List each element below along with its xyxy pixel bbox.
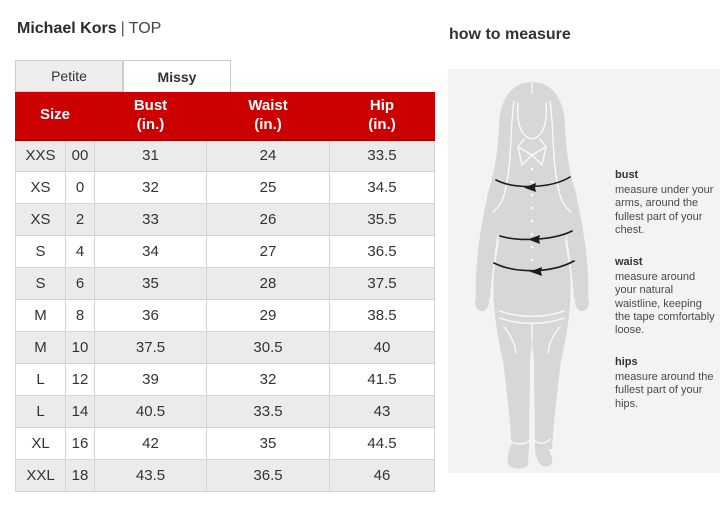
size-chart-table <box>15 92 435 492</box>
size-num-cell: 00 <box>66 140 95 172</box>
brand-name: Michael Kors <box>17 20 117 37</box>
waist-cell: 30.5 <box>207 332 330 364</box>
bust-cell: 31 <box>95 140 207 172</box>
size-alpha-cell: M <box>16 300 66 332</box>
bust-cell: 37.5 <box>95 332 207 364</box>
size-alpha-cell: S <box>16 268 66 300</box>
size-num-cell: 12 <box>66 364 95 396</box>
waist-cell: 32 <box>207 364 330 396</box>
bust-cell: 40.5 <box>95 396 207 428</box>
size-alpha-cell: XS <box>16 172 66 204</box>
waist-cell: 28 <box>207 268 330 300</box>
size-num-cell: 14 <box>66 396 95 428</box>
hip-cell: 44.5 <box>330 428 435 460</box>
category-name: TOP <box>128 20 162 37</box>
bust-cell: 43.5 <box>95 460 207 492</box>
bust-cell: 39 <box>95 364 207 396</box>
guide-label-hips: hips <box>615 356 638 369</box>
size-num-cell: 18 <box>66 460 95 492</box>
table-row <box>16 172 435 204</box>
size-num-cell: 6 <box>66 268 95 300</box>
hip-cell: 36.5 <box>330 236 435 268</box>
table-row <box>16 396 435 428</box>
bust-cell: 33 <box>95 204 207 236</box>
column-header-size: Size <box>16 93 95 140</box>
bust-cell: 36 <box>95 300 207 332</box>
waist-cell: 27 <box>207 236 330 268</box>
size-alpha-cell: XXS <box>16 140 66 172</box>
size-chart-header <box>16 93 435 140</box>
table-row <box>16 268 435 300</box>
hip-cell: 41.5 <box>330 364 435 396</box>
guide-desc-hips: measure around the fullest part of your hips. <box>615 371 714 410</box>
waist-cell: 24 <box>207 140 330 172</box>
size-alpha-cell: S <box>16 236 66 268</box>
measure-guide-title: how to measure <box>449 26 571 43</box>
size-alpha-cell: XXL <box>16 460 66 492</box>
measure-guide-text <box>615 169 715 430</box>
table-row <box>16 236 435 268</box>
table-row <box>16 460 435 492</box>
guide-section-waist <box>615 256 715 337</box>
size-chart-body <box>16 140 435 492</box>
size-type-tabs <box>15 60 231 92</box>
hip-cell: 46 <box>330 460 435 492</box>
bust-cell: 32 <box>95 172 207 204</box>
measurement-figure-illustration <box>448 69 616 473</box>
size-alpha-cell: L <box>16 396 66 428</box>
table-row <box>16 204 435 236</box>
waist-cell: 33.5 <box>207 396 330 428</box>
tab-petite[interactable]: Petite <box>15 60 123 92</box>
waist-cell: 29 <box>207 300 330 332</box>
table-row <box>16 428 435 460</box>
size-alpha-cell: XL <box>16 428 66 460</box>
size-alpha-cell: L <box>16 364 66 396</box>
size-alpha-cell: M <box>16 332 66 364</box>
table-row <box>16 332 435 364</box>
size-num-cell: 4 <box>66 236 95 268</box>
page-title <box>17 20 161 38</box>
hip-cell: 37.5 <box>330 268 435 300</box>
column-header-hip: Hip (in.) <box>330 93 435 140</box>
bust-cell: 42 <box>95 428 207 460</box>
hip-cell: 40 <box>330 332 435 364</box>
waist-cell: 36.5 <box>207 460 330 492</box>
guide-label-bust: bust <box>615 169 639 181</box>
guide-label-waist: waist <box>615 255 643 268</box>
hip-cell: 34.5 <box>330 172 435 204</box>
size-num-cell: 16 <box>66 428 95 460</box>
guide-section-bust <box>615 169 715 237</box>
guide-desc-waist: measure around your natural waistline, keeping the tape comfortably loose. <box>615 271 715 336</box>
tab-missy[interactable]: Missy <box>123 60 231 92</box>
bust-cell: 34 <box>95 236 207 268</box>
hip-cell: 43 <box>330 396 435 428</box>
column-header-bust: Bust (in.) <box>95 93 207 140</box>
table-row <box>16 140 435 172</box>
hip-cell: 33.5 <box>330 140 435 172</box>
bust-cell: 35 <box>95 268 207 300</box>
guide-desc-bust: measure under your arms, around the fullest part of your chest. <box>615 184 714 236</box>
guide-section-hips <box>615 356 715 411</box>
table-row <box>16 300 435 332</box>
waist-cell: 25 <box>207 172 330 204</box>
waist-cell: 35 <box>207 428 330 460</box>
title-separator: | <box>120 20 125 37</box>
hip-cell: 38.5 <box>330 300 435 332</box>
hip-cell: 35.5 <box>330 204 435 236</box>
size-alpha-cell: XS <box>16 204 66 236</box>
size-num-cell: 0 <box>66 172 95 204</box>
size-num-cell: 2 <box>66 204 95 236</box>
waist-cell: 26 <box>207 204 330 236</box>
column-header-waist: Waist (in.) <box>207 93 330 140</box>
table-row <box>16 364 435 396</box>
size-num-cell: 8 <box>66 300 95 332</box>
size-num-cell: 10 <box>66 332 95 364</box>
measure-guide-panel <box>448 69 720 473</box>
